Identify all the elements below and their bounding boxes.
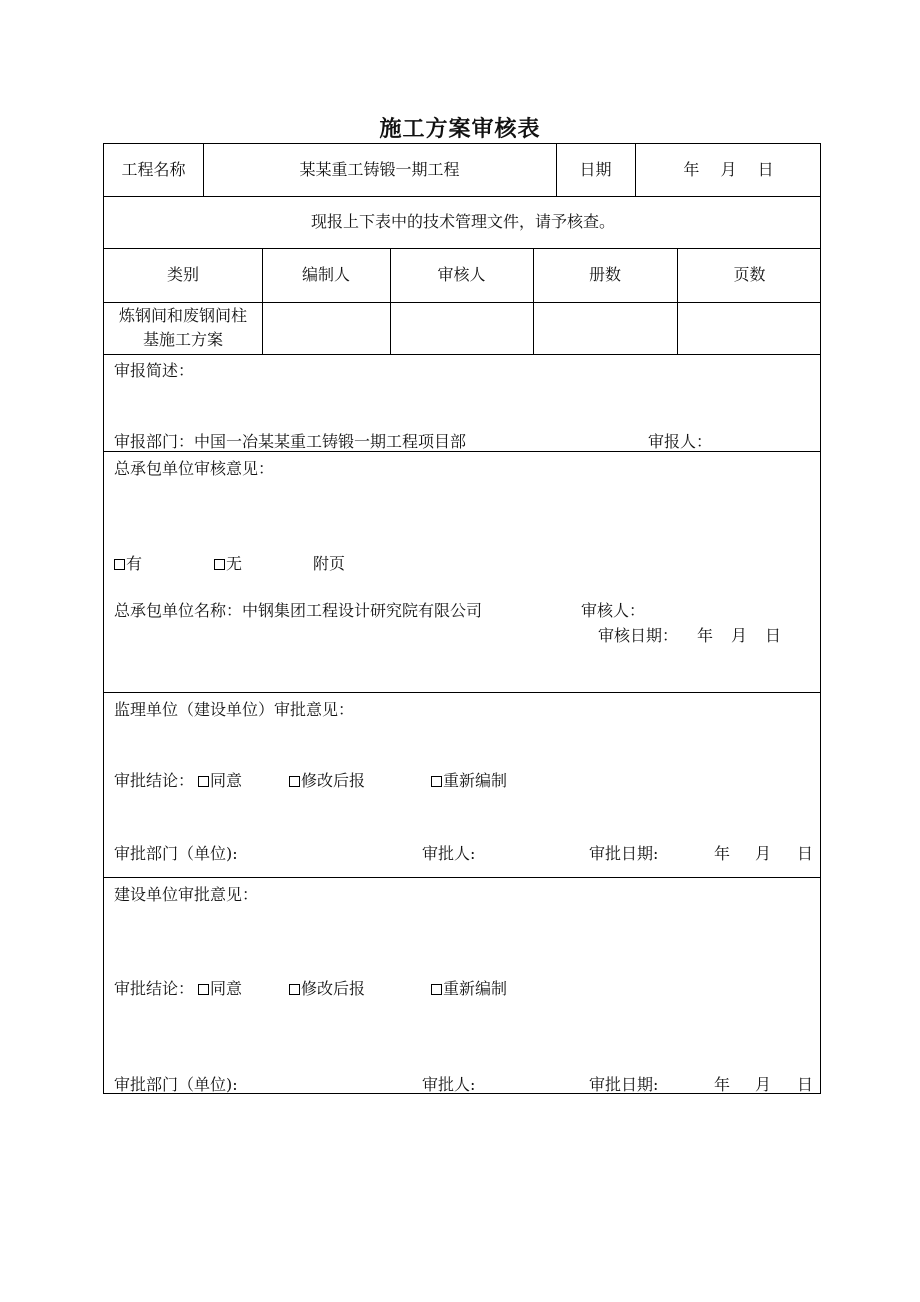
owner-date-label: 审批日期: bbox=[589, 1075, 659, 1094]
owner-option-agree[interactable]: 同意 bbox=[198, 976, 242, 999]
owner-option-revise[interactable]: 修改后报 bbox=[289, 976, 365, 999]
review-date-day: 日 bbox=[765, 626, 782, 645]
owner-date-year: 年 bbox=[714, 1075, 731, 1094]
option-yes[interactable]: 有 bbox=[114, 551, 142, 574]
checkbox-icon[interactable] bbox=[198, 776, 209, 787]
table-cell-compiler bbox=[262, 302, 390, 354]
supervision-date-month: 月 bbox=[755, 844, 772, 863]
supervision-option-revise[interactable]: 修改后报 bbox=[289, 768, 365, 791]
checkbox-icon[interactable] bbox=[431, 984, 442, 995]
checkbox-icon[interactable] bbox=[289, 776, 300, 787]
checkbox-icon[interactable] bbox=[198, 984, 209, 995]
project-name-label: 工程名称 bbox=[121, 160, 186, 179]
submitter-label: 审报人： bbox=[648, 432, 713, 451]
owner-dept-label: 审批部门（单位): bbox=[114, 1075, 238, 1094]
review-date-year: 年 bbox=[697, 626, 714, 645]
supervision-dept-label: 审批部门（单位): bbox=[114, 844, 238, 863]
review-date-month: 月 bbox=[731, 626, 748, 645]
attachment-label: 附页 bbox=[313, 554, 346, 573]
submission-dept: 审报部门：中国一冶某某重工铸锻一期工程项目部 bbox=[114, 432, 467, 451]
checkbox-icon[interactable] bbox=[214, 559, 225, 570]
supervision-date-day: 日 bbox=[797, 844, 814, 863]
submission-summary-label: 审报简述： bbox=[114, 361, 195, 380]
col-header-compiler: 编制人 bbox=[301, 265, 350, 284]
owner-date-day: 日 bbox=[797, 1075, 814, 1094]
form-title: 施工方案审核表 bbox=[379, 116, 541, 142]
row-divider bbox=[104, 877, 820, 878]
checkbox-icon[interactable] bbox=[289, 984, 300, 995]
supervision-date-label: 审批日期: bbox=[589, 844, 659, 863]
contractor-unit-name: 总承包单位名称：中钢集团工程设计研究院有限公司 bbox=[114, 601, 483, 620]
supervision-approver-label: 审批人: bbox=[422, 844, 476, 863]
owner-conclusion-label: 审批结论： bbox=[114, 979, 195, 998]
table-cell-category: 炼钢间和废钢间柱基施工方案 bbox=[118, 306, 247, 349]
col-header-category: 类别 bbox=[166, 265, 199, 284]
row-divider bbox=[104, 354, 820, 355]
table-cell-volumes bbox=[533, 302, 677, 354]
owner-option-redo[interactable]: 重新编制 bbox=[431, 976, 507, 999]
checkbox-icon[interactable] bbox=[431, 776, 442, 787]
supervision-option-redo[interactable]: 重新编制 bbox=[431, 768, 507, 791]
row-divider bbox=[104, 692, 820, 693]
supervision-review-heading: 监理单位（建设单位）审批意见： bbox=[114, 700, 355, 719]
owner-approver-label: 审批人: bbox=[422, 1075, 476, 1094]
supervision-conclusion-label: 审批结论： bbox=[114, 771, 195, 790]
review-date-label: 审核日期： bbox=[598, 626, 679, 645]
notice-text: 现报上下表中的技术管理文件，请予核查。 bbox=[310, 212, 615, 231]
contractor-reviewer-label: 审核人： bbox=[581, 601, 646, 620]
checkbox-icon[interactable] bbox=[114, 559, 125, 570]
review-form bbox=[103, 143, 821, 1094]
owner-date-month: 月 bbox=[755, 1075, 772, 1094]
supervision-option-agree[interactable]: 同意 bbox=[198, 768, 242, 791]
table-cell-pages bbox=[677, 302, 822, 354]
col-header-reviewer: 审核人 bbox=[437, 265, 486, 284]
contractor-review-heading: 总承包单位审核意见： bbox=[114, 459, 275, 478]
project-name-value: 某某重工铸锻一期工程 bbox=[299, 160, 460, 179]
option-no[interactable]: 无 bbox=[214, 551, 242, 574]
table-cell-reviewer bbox=[390, 302, 533, 354]
date-value: 年 月 日 bbox=[683, 160, 774, 179]
col-header-pages: 页数 bbox=[733, 265, 766, 284]
date-label: 日期 bbox=[579, 160, 612, 179]
supervision-date-year: 年 bbox=[714, 844, 731, 863]
col-header-volumes: 册数 bbox=[588, 265, 621, 284]
owner-review-heading: 建设单位审批意见： bbox=[114, 885, 259, 904]
